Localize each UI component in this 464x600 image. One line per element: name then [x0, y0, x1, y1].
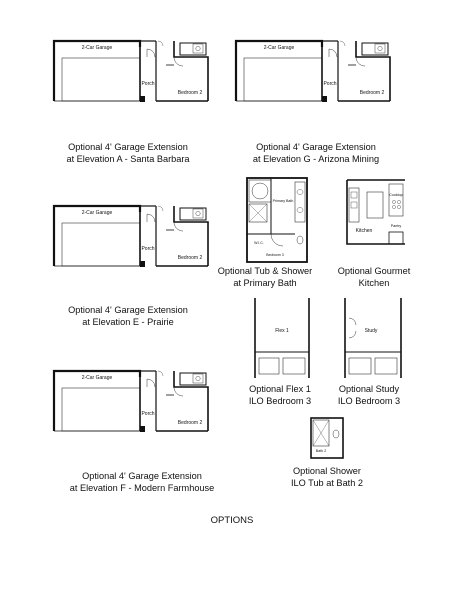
porch-label: Porch — [141, 411, 155, 417]
porch-label: Porch — [323, 81, 337, 87]
bedroom-label: Bedroom 2 — [177, 255, 203, 261]
porch-label: Porch — [141, 246, 155, 252]
page-title: OPTIONS — [210, 515, 254, 526]
caption-elevation-f-line2: at Elevation F - Modern Farmhouse — [69, 483, 215, 493]
caption-shower-line2: ILO Tub at Bath 2 — [290, 478, 364, 488]
caption-elevation-f-line1: Optional 4' Garage Extension — [82, 471, 202, 481]
kitchen-label: Kitchen — [355, 228, 373, 234]
garage-label: 2-Car Garage — [263, 45, 295, 51]
closet-label: W.I.C. — [254, 241, 264, 245]
bedroom-3-label: Bedroom 3 — [266, 253, 284, 257]
caption-study-line1: Optional Study — [338, 384, 400, 394]
study-label: Study — [364, 328, 378, 334]
caption-primary-bath-line2: at Primary Bath — [233, 278, 297, 288]
porch-label: Porch — [141, 81, 155, 87]
caption-primary-bath-line1: Optional Tub & Shower — [217, 266, 313, 276]
caption-elevation-e-line2: at Elevation E - Prairie — [82, 317, 174, 327]
cooktop-label: Cooktop — [389, 193, 403, 197]
flex-label: Flex 1 — [275, 328, 289, 334]
caption-elevation-g-line1: Optional 4' Garage Extension — [256, 142, 376, 152]
caption-kitchen-line1: Optional Gourmet — [337, 266, 411, 276]
garage-label: 2-Car Garage — [81, 45, 113, 51]
pantry-label: Pantry — [390, 224, 402, 228]
caption-elevation-a-line1: Optional 4' Garage Extension — [68, 142, 188, 152]
bedroom-label: Bedroom 2 — [359, 90, 385, 96]
caption-study-line2: ILO Bedroom 3 — [337, 396, 401, 406]
bedroom-label: Bedroom 2 — [177, 90, 203, 96]
caption-elevation-a-line2: at Elevation A - Santa Barbara — [66, 154, 190, 164]
caption-flex-line1: Optional Flex 1 — [249, 384, 311, 394]
caption-elevation-e-line1: Optional 4' Garage Extension — [68, 305, 188, 315]
caption-elevation-g-line2: at Elevation G - Arizona Mining — [252, 154, 380, 164]
garage-label: 2-Car Garage — [81, 375, 113, 381]
caption-shower-line1: Optional Shower — [293, 466, 361, 476]
bath-2-label: Bath 2 — [315, 449, 327, 453]
primary-bath-label: Primary Bath — [272, 199, 294, 203]
caption-flex-line2: ILO Bedroom 3 — [248, 396, 312, 406]
caption-kitchen-line2: Kitchen — [358, 278, 390, 288]
bedroom-label: Bedroom 2 — [177, 420, 203, 426]
garage-label: 2-Car Garage — [81, 210, 113, 216]
